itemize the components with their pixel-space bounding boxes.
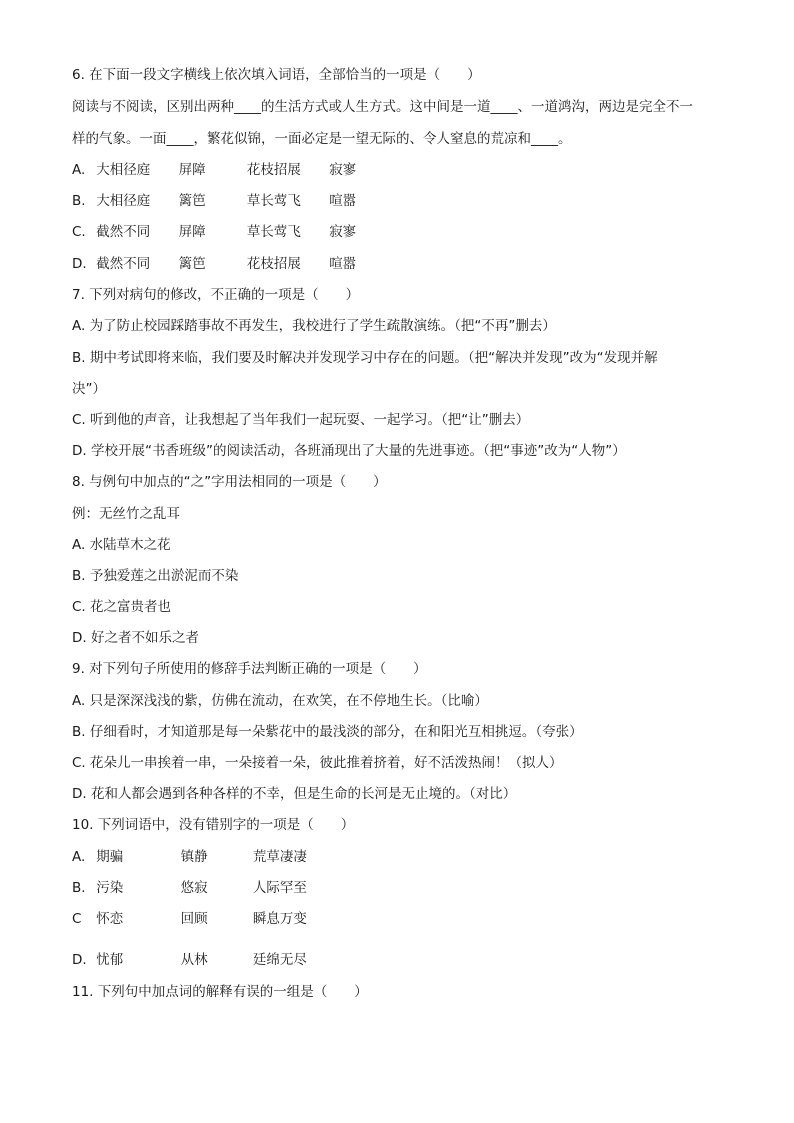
question-6-option-d bbox=[72, 255, 356, 273]
option-word: 忧郁 bbox=[96, 952, 124, 968]
question-7-option-b-line-2: 决”） bbox=[72, 381, 106, 397]
question-6-passage-line-2: 样的气象。一面____，繁花似锦，一面必定是一望无际的、令人窒息的荒凉和____。 bbox=[72, 131, 572, 147]
option-label: A. bbox=[72, 162, 86, 178]
option-word: 大相径庭 bbox=[96, 193, 151, 209]
question-9-stem: 9. 对下列句子所使用的修辞手法判断正确的一项是（ ） bbox=[72, 661, 427, 677]
question-6-option-c bbox=[72, 223, 356, 241]
option-word: 花枝招展 bbox=[246, 256, 301, 272]
question-8-option-c: C. 花之富贵者也 bbox=[72, 599, 172, 615]
option-label: D. bbox=[72, 256, 87, 272]
option-word: 廷绵无尽 bbox=[252, 952, 307, 968]
question-11-stem: 11. 下列句中加点词的解释有误的一组是（ ） bbox=[72, 984, 368, 1000]
question-6-option-b bbox=[72, 192, 356, 210]
option-word: 期骗 bbox=[96, 849, 124, 865]
option-word: 寂寥 bbox=[329, 162, 357, 178]
option-label: C bbox=[72, 911, 82, 927]
question-9-option-b: B. 仔细看时，才知道那是每一朵紫花中的最浅淡的部分，在和阳光互相挑逗。（夸张） bbox=[72, 724, 583, 740]
option-word: 篱笆 bbox=[178, 193, 206, 209]
option-label: A. bbox=[72, 849, 86, 865]
option-word: 回顾 bbox=[180, 911, 208, 927]
question-8-option-b: B. 予独爱莲之出淤泥而不染 bbox=[72, 568, 239, 584]
option-word: 大相径庭 bbox=[96, 162, 151, 178]
option-word: 花枝招展 bbox=[246, 162, 301, 178]
question-7-stem: 7. 下列对病句的修改，不正确的一项是（ ） bbox=[72, 287, 360, 303]
question-8-stem: 8. 与例句中加点的“之”字用法相同的一项是（ ） bbox=[72, 474, 387, 490]
question-9-option-c: C. 花朵儿一串挨着一串，一朵接着一朵，彼此推着挤着，好不活泼热闹！（拟人） bbox=[72, 755, 563, 771]
question-7-option-c: C. 听到他的声音，让我想起了当年我们一起玩耍、一起学习。（把“让”删去） bbox=[72, 412, 530, 428]
option-word: 从林 bbox=[180, 952, 208, 968]
option-word: 草长莺飞 bbox=[246, 193, 301, 209]
option-label: B. bbox=[72, 880, 86, 896]
question-8-option-d: D. 好之者不如乐之者 bbox=[72, 630, 199, 646]
option-word: 荒草凄凄 bbox=[252, 849, 307, 865]
option-word: 瞬息万变 bbox=[252, 911, 307, 927]
option-word: 镇静 bbox=[180, 849, 208, 865]
question-10-option-b bbox=[72, 879, 307, 897]
question-10-stem: 10. 下列词语中，没有错别字的一项是（ ） bbox=[72, 817, 355, 833]
option-word: 屏障 bbox=[178, 162, 206, 178]
question-10-option-c bbox=[72, 910, 307, 928]
option-word: 喧嚣 bbox=[329, 193, 357, 209]
question-6-passage-line-1: 阅读与不阅读，区别出两种____的生活方式或人生方式。这中间是一道____、一道鸿沟，两边是完全不一 bbox=[72, 99, 693, 115]
question-9-option-d: D. 花和人都会遇到各种各样的不幸，但是生命的长河是无止境的。（对比） bbox=[72, 786, 517, 802]
option-word: 截然不同 bbox=[96, 224, 151, 240]
option-label: D. bbox=[72, 952, 87, 968]
option-word: 人际罕至 bbox=[252, 880, 307, 896]
option-label: C. bbox=[72, 224, 86, 240]
option-word: 喧嚣 bbox=[329, 256, 357, 272]
question-7-option-d: D. 学校开展“书香班级”的阅读活动，各班涌现出了大量的先进事迹。（把“事迹”改为“人物”） bbox=[72, 443, 626, 459]
question-6-stem: 6. 在下面一段文字横线上依次填入词语，全部恰当的一项是（ ） bbox=[72, 67, 481, 83]
question-8-example: 例：无丝竹之乱耳 bbox=[72, 506, 180, 522]
option-word: 寂寥 bbox=[329, 224, 357, 240]
question-7-option-b-line-1: B. 期中考试即将来临，我们要及时解决并发现学习中存在的问题。（把“解决并发现”改为“发现并解 bbox=[72, 350, 658, 366]
option-label: B. bbox=[72, 193, 86, 209]
option-word: 悠寂 bbox=[180, 880, 208, 896]
option-word: 草长莺飞 bbox=[246, 224, 301, 240]
question-10-option-a bbox=[72, 848, 307, 866]
option-word: 篱笆 bbox=[178, 256, 206, 272]
question-10-option-d bbox=[72, 951, 307, 969]
option-word: 污染 bbox=[96, 880, 124, 896]
option-word: 屏障 bbox=[178, 224, 206, 240]
question-6-option-a bbox=[72, 161, 356, 179]
question-8-option-a: A. 水陆草木之花 bbox=[72, 537, 171, 553]
question-9-option-a: A. 只是深深浅浅的紫，仿佛在流动，在欢笑，在不停地生长。（比喻） bbox=[72, 693, 488, 709]
question-7-option-a: A. 为了防止校园踩踏事故不再发生，我校进行了学生疏散演练。（把“不再”删去） bbox=[72, 318, 556, 334]
option-word: 怀恋 bbox=[96, 911, 124, 927]
option-word: 截然不同 bbox=[96, 256, 151, 272]
